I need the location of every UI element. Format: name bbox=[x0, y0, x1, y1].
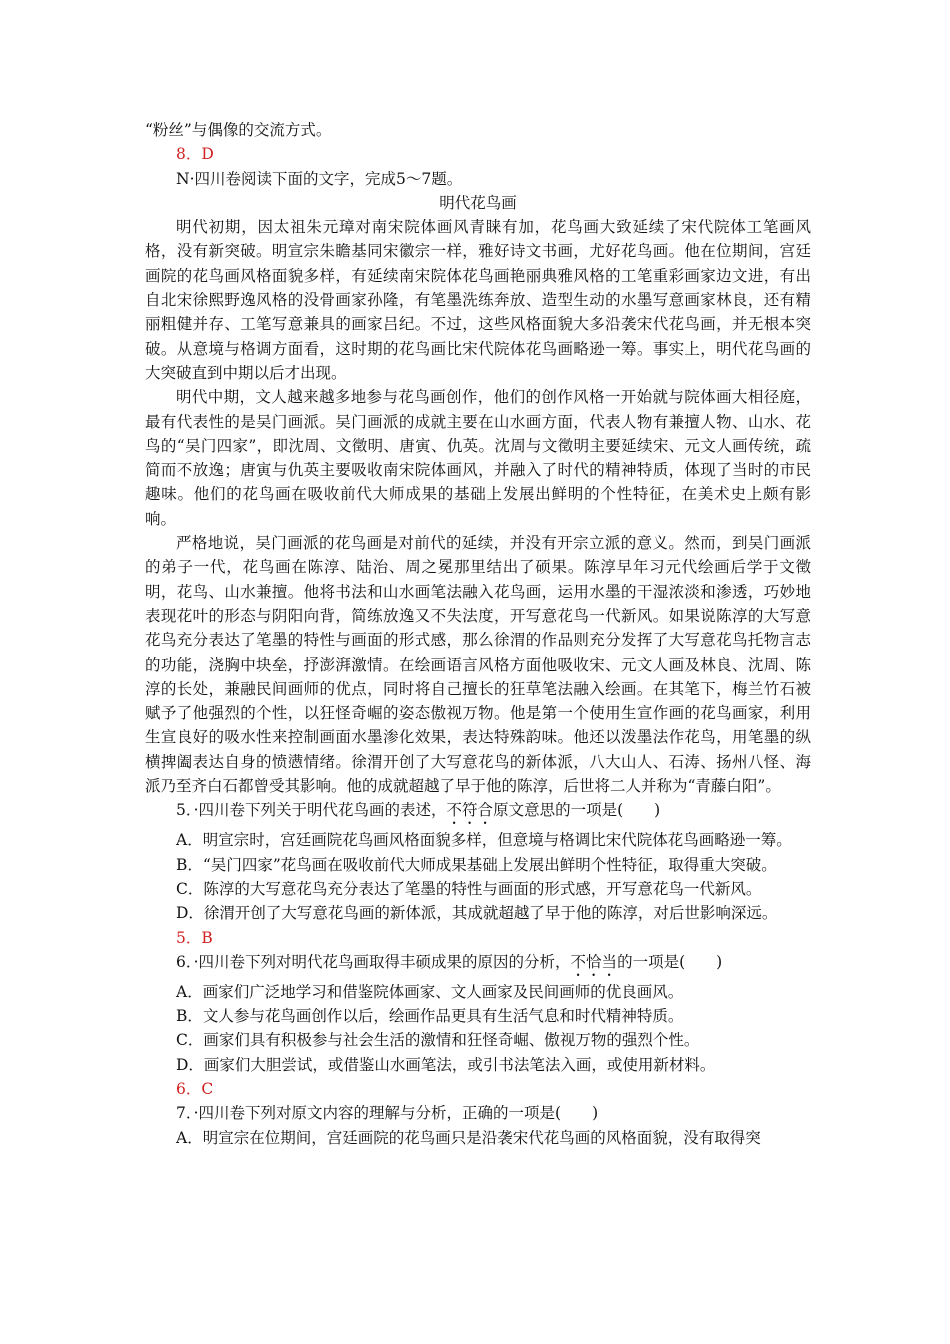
question-5-option-b: B．“吴门四家”花鸟画在吸收前代大师成果基础上发展出鲜明个性特征，取得重大突破。 bbox=[176, 855, 777, 874]
question-6-option-a: A．画家们广泛地学习和借鉴院体画家、文人画家及民间画师的优良画风。 bbox=[176, 982, 684, 1001]
question-5-stem-pre: 5．·四川卷下列关于明代花鸟画的表述， bbox=[176, 801, 447, 820]
question-5-emphasis: 不符合 bbox=[446, 801, 494, 820]
question-6-option-c: C．画家们具有积极参与社会生活的激情和狂怪奇崛、傲视万物的强烈个性。 bbox=[176, 1031, 700, 1050]
document-page bbox=[145, 118, 811, 1150]
article-paragraph-2: 明代中期，文人越来越多地参与花鸟画创作，他们的创作风格一开始就与院体画大相径庭，最有代表性的是吴门画派。吴门画派的成就主要在山水画方面，代表人物有兼擅人物、山水、花鸟的“吴门四家”，即沈周、文徵明、唐寅、仇英。沈周与文徵明主要延续宋、元文人画传统，疏简而不放逸；唐寅与仇英主要吸收南宋院体画风，并融入了时代的精神特质，体现了当时的市民趣味。他们的花鸟画在吸收前代大师成果的基础上发展出鲜明的个性特征，在美术史上颇有影响。 bbox=[145, 388, 811, 528]
question-5-stem-post: 原文意思的一项是( ) bbox=[493, 801, 661, 820]
article-title: 明代花鸟画 bbox=[439, 193, 517, 212]
question-6-stem-post: 的一项是( ) bbox=[617, 952, 723, 971]
answer-8: 8．D bbox=[176, 145, 214, 164]
question-5-option-a: A．明宣宗时，宫廷画院花鸟画风格面貌多样，但意境与格调比宋代院体花鸟画略逊一筹。 bbox=[176, 831, 792, 850]
question-5-stem bbox=[145, 798, 811, 828]
question-6-emphasis: 不恰当 bbox=[570, 952, 618, 971]
article-paragraph-3: 严格地说，吴门画派的花鸟画是对前代的延续，并没有开宗立派的意义。然而，到吴门画派的弟子一代，花鸟画在陈淳、陆治、周之冕那里结出了硕果。陈淳早年习元代绘画后学于文徵明，花鸟、山水兼擅。他将书法和山水画笔法融入花鸟画，运用水墨的干湿浓淡和渗透，巧妙地表现花叶的形态与阴阳向背，简练放逸又不失法度，开写意花鸟一代新风。如果说陈淳的大写意花鸟充分表达了笔墨的特性与画面的形式感，那么徐渭的作品则充分发挥了大写意花鸟托物言志的功能，浇胸中块垒，抒澎湃激情。在绘画语言风格方面他吸收宋、元文人画及林良、沈周、陈淳的长处，兼融民间画师的优点，同时将自己擅长的狂草笔法融入绘画。在其笔下，梅兰竹石被赋予了他强烈的个性，以狂怪奇崛的姿态傲视万物。他是第一个使用生宣作画的花鸟画家，利用生宣良好的吸水性来控制画面水墨渗化效果，表达特殊韵味。他还以泼墨法作花鸟，用笔墨的纵横捭阖表达自身的愤懑情绪。徐渭开创了大写意花鸟的新体派，八大山人、石涛、扬州八怪、海派乃至齐白石都曾受其影响。他的成就超越了早于他的陈淳，后世将二人并称为“青藤白阳”。 bbox=[145, 534, 811, 796]
question-6-stem bbox=[145, 950, 811, 980]
answer-5: 5．B bbox=[176, 928, 213, 947]
question-7-option-a: A．明宣宗在位期间，宫廷画院的花鸟画只是沿袭宋代花鸟画的风格面貌，没有取得突 bbox=[176, 1128, 761, 1147]
answer-6: 6．C bbox=[176, 1079, 214, 1098]
reading-intro: N·四川卷阅读下面的文字，完成5～7题。 bbox=[176, 169, 463, 188]
article-paragraph-1: 明代初期，因太祖朱元璋对南宋院体画风青睐有加，花鸟画大致延续了宋代院体工笔画风格，没有新突破。明宣宗朱瞻基同宋徽宗一样，雅好诗文书画，尤好花鸟画。他在位期间，宫廷画院的花鸟画风格面貌多样，有延续南宋院体花鸟画艳丽典雅风格的工笔重彩画家边文进，有出自北宋徐熙野逸风格的没骨画家孙隆，有笔墨洗练奔放、造型生动的水墨写意画家林良，还有精丽粗健并存、工笔写意兼具的画家吕纪。不过，这些风格面貌大多沿袭宋代花鸟画，并无根本突破。从意境与格调方面看，这时期的花鸟画比宋代院体花鸟画略逊一筹。事实上，明代花鸟画的大突破直到中期以后才出现。 bbox=[145, 218, 811, 382]
question-7-stem: 7．·四川卷下列对原文内容的理解与分析，正确的一项是( ) bbox=[176, 1104, 599, 1123]
question-5-option-d: D．徐渭开创了大写意花鸟画的新体派，其成就超越了早于他的陈淳，对后世影响深远。 bbox=[176, 904, 778, 923]
question-6-option-b: B．文人参与花鸟画创作以后，绘画作品更具有生活气息和时代精神特质。 bbox=[176, 1007, 684, 1026]
question-5-option-c: C．陈淳的大写意花鸟充分表达了笔墨的特性与画面的形式感，开写意花鸟一代新风。 bbox=[176, 879, 762, 898]
continuation-text: “粉丝”与偶像的交流方式。 bbox=[145, 121, 332, 139]
question-6-option-d: D．画家们大胆尝试，或借鉴山水画笔法，或引书法笔法入画，或使用新材料。 bbox=[176, 1055, 716, 1074]
question-6-stem-pre: 6．·四川卷下列对明代花鸟画取得丰硕成果的原因的分析， bbox=[176, 952, 571, 971]
